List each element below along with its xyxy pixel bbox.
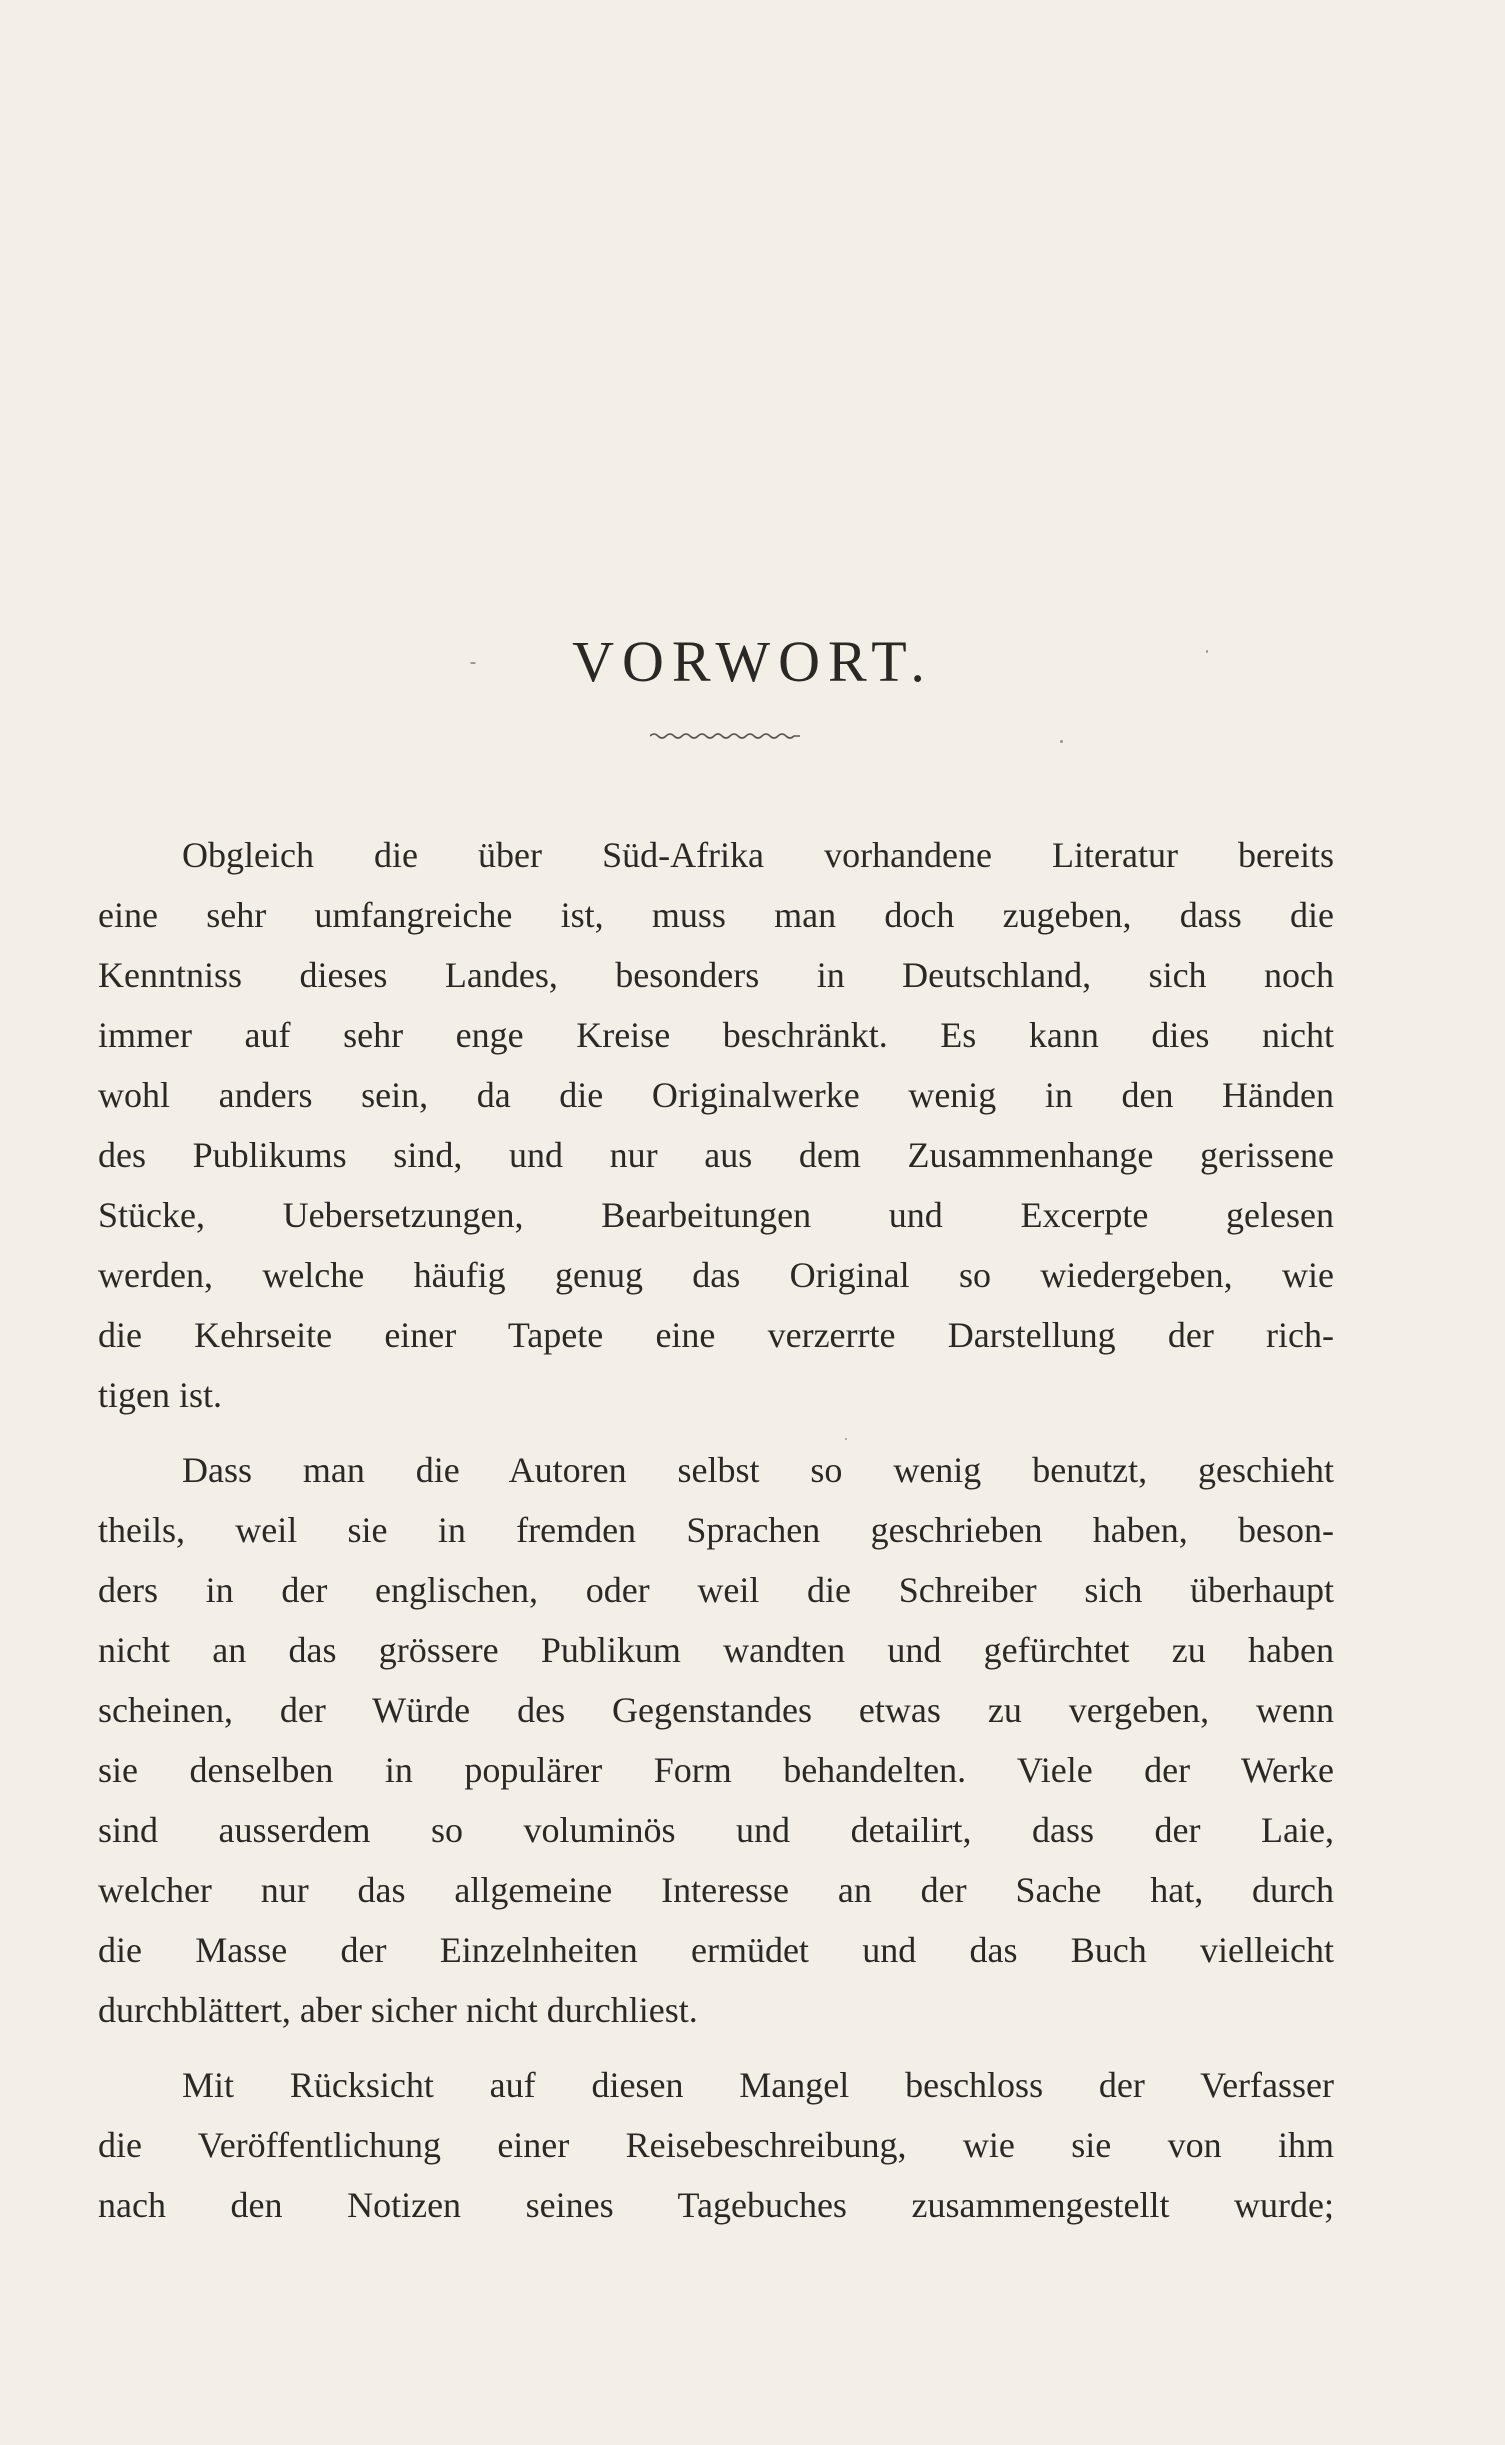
- paper-speck: [1060, 740, 1063, 743]
- text-line: nicht an das grössere Publikum wandten und gefürchtet zu haben: [98, 1630, 1334, 1670]
- text-line: des Publikums sind, und nur aus dem Zusammenhange gerissene: [98, 1135, 1334, 1175]
- text-line: sie denselben in populärer Form behandelten. Viele der Werke: [98, 1750, 1334, 1790]
- text-line: die Kehrseite einer Tapete eine verzerrte Darstellung der rich-: [98, 1315, 1334, 1355]
- text-line: die Veröffentlichung einer Reisebeschreibung, wie sie von ihm: [98, 2125, 1334, 2165]
- text-line: Obgleich die über Süd-Afrika vorhandene Literatur bereits: [182, 835, 1334, 875]
- text-line: sind ausserdem so voluminös und detailirt, dass der Laie,: [98, 1810, 1334, 1850]
- text-line: tigen ist.: [98, 1375, 222, 1415]
- text-line: durchblättert, aber sicher nicht durchliest.: [98, 1990, 698, 2030]
- paragraph-3: [98, 2055, 1334, 2235]
- decorative-rule: [650, 728, 800, 744]
- text-line: Stücke, Uebersetzungen, Bearbeitungen und Excerpte gelesen: [98, 1195, 1334, 1235]
- paragraph-2: [98, 1440, 1334, 2040]
- text-line: eine sehr umfangreiche ist, muss man doch zugeben, dass die: [98, 895, 1334, 935]
- text-line: werden, welche häufig genug das Original so wiedergeben, wie: [98, 1255, 1334, 1295]
- text-line: welcher nur das allgemeine Interesse an der Sache hat, durch: [98, 1870, 1334, 1910]
- text-line: theils, weil sie in fremden Sprachen geschrieben haben, beson-: [98, 1510, 1334, 1550]
- text-line: die Masse der Einzelnheiten ermüdet und das Buch vielleicht: [98, 1930, 1334, 1970]
- text-line: ders in der englischen, oder weil die Schreiber sich überhaupt: [98, 1570, 1334, 1610]
- text-line: wohl anders sein, da die Originalwerke wenig in den Händen: [98, 1075, 1334, 1115]
- paper-speck: [1206, 650, 1208, 653]
- text-line: nach den Notizen seines Tagebuches zusammengestellt wurde;: [98, 2185, 1334, 2225]
- text-line: scheinen, der Würde des Gegenstandes etwas zu vergeben, wenn: [98, 1690, 1334, 1730]
- text-line: immer auf sehr enge Kreise beschränkt. Es kann dies nicht: [98, 1015, 1334, 1055]
- paper-speck: [470, 662, 476, 664]
- page-title: VORWORT.: [572, 629, 933, 694]
- text-line: Kenntniss dieses Landes, besonders in Deutschland, sich noch: [98, 955, 1334, 995]
- text-line: Dass man die Autoren selbst so wenig benutzt, geschieht: [182, 1450, 1334, 1490]
- body-text: [98, 825, 1334, 2235]
- paragraph-1: [98, 825, 1334, 1425]
- text-line: Mit Rücksicht auf diesen Mangel beschloss der Verfasser: [182, 2065, 1334, 2105]
